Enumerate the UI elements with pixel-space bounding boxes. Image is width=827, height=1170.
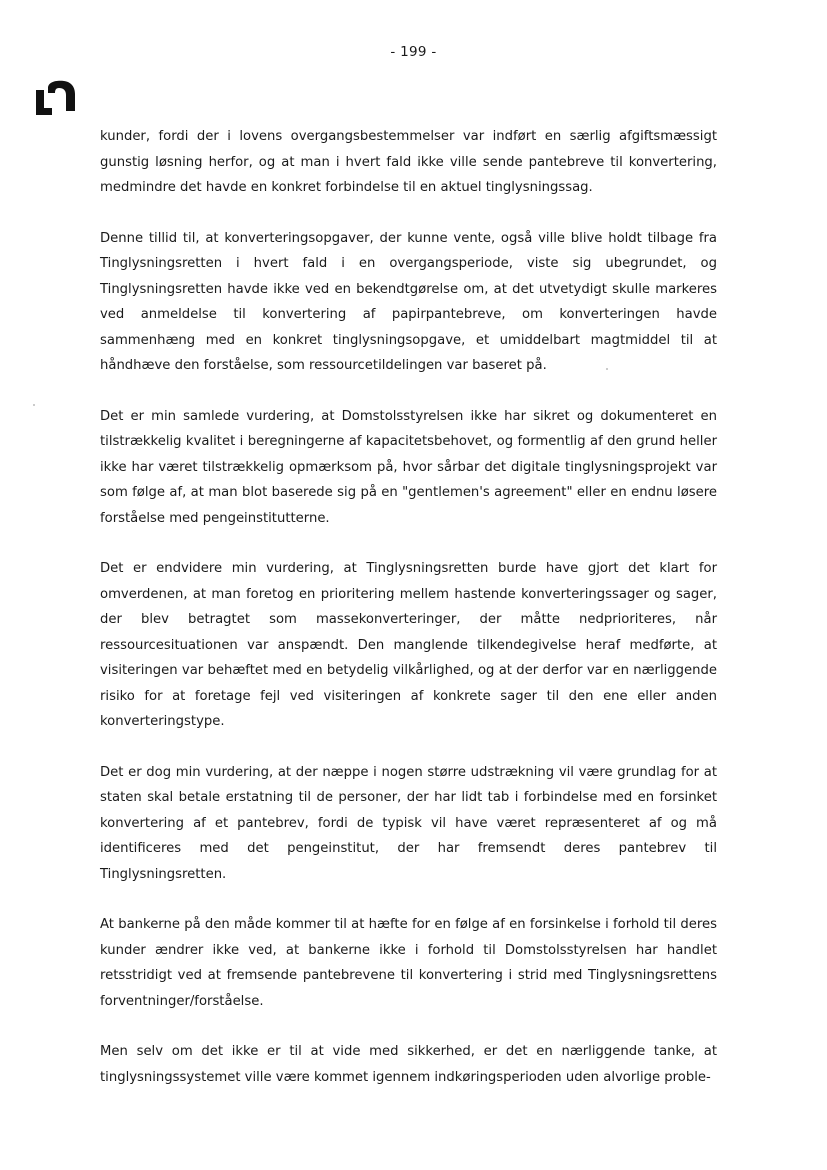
paragraph: Denne tillid til, at konverteringsopgaver, der kunne vente, også ville blive holdt tilbage fra Tinglysningsretten i hvert fald i en overgangsperiode, viste sig ubegrundet, og Tinglysningsretten havde ikke ved en bekendtgørelse om, at det utvetydigt skulle markeres ved anmeldelse til konvertering af papirpantebreve, om konverteringen havde sammenhæng med en konkret tinglysningsopgave, et umiddelbart magtmiddel til at håndhæve den forståelse, som ressourcetildelingen var baseret på.	[100, 230, 717, 373]
institution-logo-icon	[34, 80, 76, 116]
paragraph: Det er endvidere min vurdering, at Tinglysningsretten burde have gjort det klart for omverdenen, at man foretog en prioritering mellem hastende konverteringssager og sager, der blev betragtet som massekonverteringer, der måtte nedprioriteres, når ressourcesituationen var anspændt. Den manglende tilkendegivelse heraf medførte, at visiteringen var behæftet med en betydelig vilkårlighed, og at der derfor var en nærliggende risiko for at foretage fejl ved visiteringen af konkrete sager til den ene eller anden konverteringstype.	[100, 561, 717, 729]
scan-speck	[33, 404, 35, 406]
paragraph: Men selv om det ikke er til at vide med sikkerhed, er det en nærliggende tanke, at tinglysningssystemet ville være kommet igennem indkøringsperioden uden alvorlige proble-	[100, 1044, 717, 1085]
body-text	[100, 124, 717, 1115]
paragraph: Det er dog min vurdering, at der næppe i nogen større udstrækning vil være grundlag for at staten skal betale erstatning til de personer, der har lidt tab i forbindelse med en forsinket konvertering af et pantebrev, fordi de typisk vil have været repræsenteret af og må identificeres med det pengeinstitut, der har fremsendt deres pantebrev til Tinglysningsretten.	[100, 764, 717, 882]
scan-speck	[606, 368, 608, 370]
paragraph: kunder, fordi der i lovens overgangsbestemmelser var indført en særlig afgiftsmæssigt gunstig løsning herfor, og at man i hvert fald ikke ville sende pantebreve til konvertering, medmindre det havde en konkret forbindelse til en aktuel tinglysningssag.	[100, 129, 717, 195]
page-number: - 199 -	[390, 44, 437, 60]
paragraph: Det er min samlede vurdering, at Domstolsstyrelsen ikke har sikret og dokumenteret en tilstrækkelig kvalitet i beregningerne af kapacitetsbehovet, og formentlig af den grund heller ikke har været tilstrækkelig opmærksom på, hvor sårbar det digitale tinglysningsprojekt var som følge af, at man blot baserede sig på en "gentlemen's agreement" eller en endnu løsere forståelse med pengeinstitutterne.	[100, 408, 717, 526]
paragraph: At bankerne på den måde kommer til at hæfte for en følge af en forsinkelse i forhold til deres kunder ændrer ikke ved, at bankerne ikke i forhold til Domstolsstyrelsen har handlet retsstridigt ved at fremsende pantebrevene til konvertering i strid med Tinglysningsrettens forventninger/forståelse.	[100, 917, 717, 1009]
